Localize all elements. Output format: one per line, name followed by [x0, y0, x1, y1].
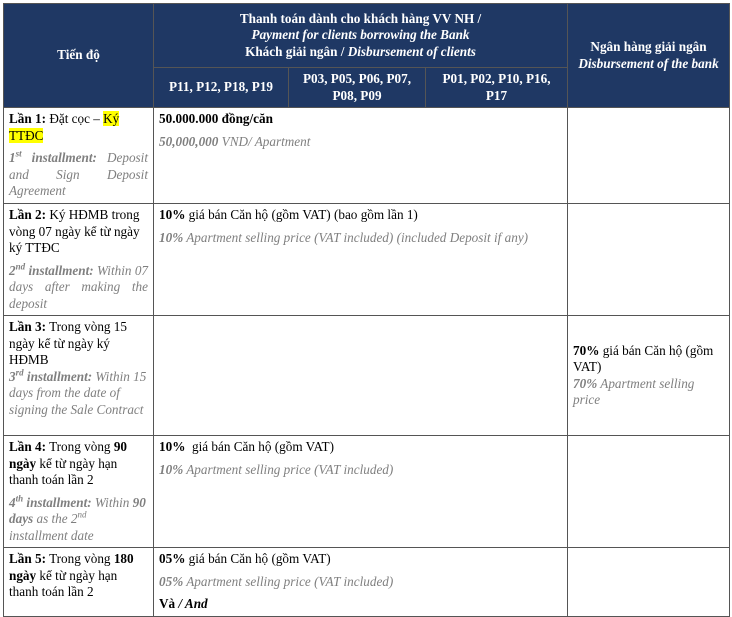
bank-payment-cell: [568, 204, 730, 316]
bank-payment-cell: [568, 316, 730, 436]
header-group-en: Payment for clients borrowing the Bank: [251, 27, 470, 43]
progress-cell: [4, 204, 154, 316]
client-payment-cell: [154, 436, 568, 548]
progress-cell: [4, 108, 154, 204]
installment-label-vn: Lần 2: Ký HĐMB trong vòng 07 ngày kể từ ngày ký TTĐC: [9, 207, 140, 255]
payment-vn: 10% giá bán Căn hộ (gồm VAT) (bao gồm lần 1): [159, 207, 418, 222]
bank-payment-vn: 70% giá bán Căn hộ (gồm VAT): [573, 342, 714, 374]
table-row: [4, 108, 730, 204]
table-row: [4, 436, 730, 548]
header-bank: [568, 4, 730, 108]
installment-label-vn: Lần 4: Trong vòng 90 ngày kể từ ngày hạn thanh toán lần 2: [9, 439, 127, 487]
payment-vn: 50.000.000 đồng/căn: [159, 111, 273, 126]
progress-cell: [4, 436, 154, 548]
client-payment-cell: [154, 204, 568, 316]
installment-label-en: 3rd installment: Within 15 days from the date of signing the Sale Contract: [9, 367, 147, 417]
payment-en: 05% Apartment selling price (VAT included): [159, 573, 394, 589]
installment-label-vn: Lần 3: Trong vòng 15 ngày kể từ ngày ký HĐMB: [9, 319, 127, 367]
bank-payment-cell: [568, 548, 730, 617]
header-sub-col-1: P11, P12, P18, P19: [154, 68, 289, 108]
payment-en: 10% Apartment selling price (VAT included): [159, 461, 394, 477]
payment-vn: 10% giá bán Căn hộ (gồm VAT): [159, 439, 334, 454]
header-bank-en: Disbursement of the bank: [578, 55, 719, 71]
and-text: Và / And: [159, 596, 208, 611]
progress-cell: [4, 316, 154, 436]
payment-vn: 05% giá bán Căn hộ (gồm VAT): [159, 551, 331, 566]
installment-label-en: 1st installment: Deposit and Sign Deposit Agreement: [9, 148, 149, 198]
header-bank-vn: Ngân hàng giải ngân: [590, 39, 707, 54]
payment-schedule-table: [3, 3, 730, 617]
header-sub-en: Disbursement of clients: [347, 43, 476, 59]
header-progress: Tiến độ: [4, 4, 154, 108]
installment-label-vn: Lần 1: Đặt cọc – Ký TTĐC: [9, 111, 120, 143]
bank-payment-cell: [568, 436, 730, 548]
table-row: [4, 548, 730, 617]
table-row: [4, 316, 730, 436]
header-group-vn: Thanh toán dành cho khách hàng VV NH /: [239, 10, 482, 26]
client-payment-cell: [154, 108, 568, 204]
payment-en: 10% Apartment selling price (VAT included) (included Deposit if any): [159, 229, 529, 245]
progress-cell: [4, 548, 154, 617]
table-row: [4, 204, 730, 316]
bank-payment-cell: [568, 108, 730, 204]
installment-label-en: 4th installment: Within 90 days as the 2nd installment date: [9, 493, 146, 543]
header-sub-vn: Khách giải ngân /: [245, 43, 348, 59]
header-client-group: [154, 4, 568, 68]
highlighted-text: Ký TTĐC: [9, 111, 120, 143]
header-sub-col-2: P03, P05, P06, P07, P08, P09: [289, 68, 426, 108]
payment-en: 50,000,000 VND/ Apartment: [159, 133, 311, 149]
client-payment-cell: [154, 548, 568, 617]
installment-label-vn: Lần 5: Trong vòng 180 ngày kể từ ngày hạn thanh toán lần 2: [9, 551, 134, 599]
client-payment-cell: [154, 316, 568, 436]
bank-payment-en: 70% Apartment selling price: [573, 375, 695, 407]
header-sub-col-3: P01, P02, P10, P16, P17: [426, 68, 568, 108]
installment-label-en: 2nd installment: Within 07 days after making the deposit: [9, 261, 149, 311]
